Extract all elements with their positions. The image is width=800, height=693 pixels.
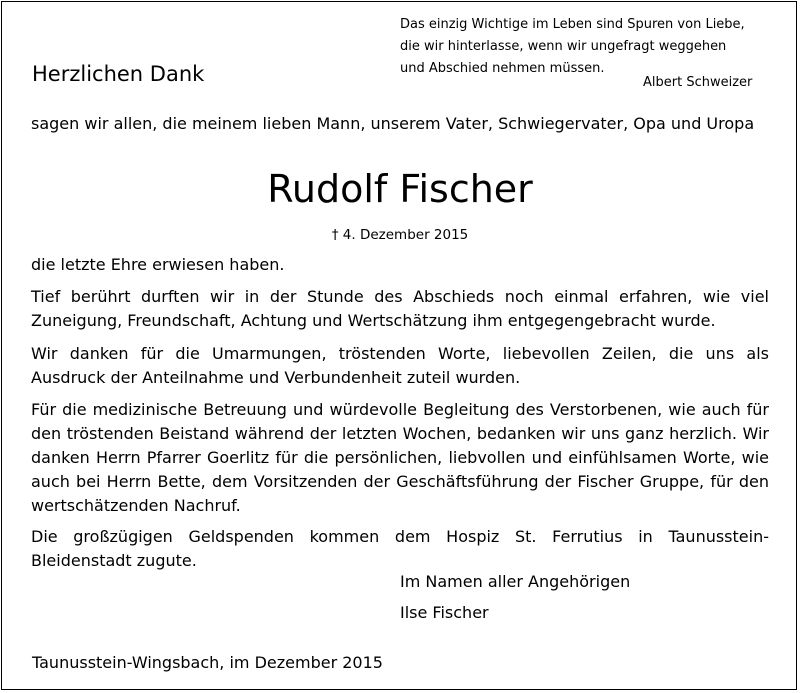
body-paragraph: Wir danken für die Umarmungen, tröstenden Worte, liebevollen Zeilen, die uns als Ausdruck der Anteilnahme und Verbundenheit zuteil wurden. <box>31 344 769 387</box>
place-date: Taunusstein-Wingsbach, im Dezember 2015 <box>32 653 383 672</box>
body-paragraph: die letzte Ehre erwiesen haben. <box>31 255 285 274</box>
thanks-heading: Herzlichen Dank <box>32 62 205 86</box>
quote-author: Albert Schweizer <box>643 75 753 90</box>
quote-line: die wir hinterlasse, wenn wir ungefragt weggehen <box>400 39 727 54</box>
quote-line: Das einzig Wichtige im Leben sind Spuren von Liebe, <box>400 17 745 32</box>
intro-paragraph: sagen wir allen, die meinem lieben Mann, unserem Vater, Schwiegervater, Opa und Uropa <box>31 114 755 133</box>
body-paragraph: Tief berührt durften wir in der Stunde des Abschieds noch einmal erfahren, wie viel Zuneigung, Freundschaft, Achtung und Wertschätzung ihm entgegengebracht wurde. <box>31 287 769 330</box>
epigraph-quote <box>400 14 790 80</box>
signature-line: Im Namen aller Angehörigen <box>400 572 631 591</box>
signature-name: Ilse Fischer <box>400 603 489 622</box>
body-paragraph: Für die medizinische Betreuung und würdevolle Begleitung des Verstorbenen, wie auch für den tröstenden Beistand während der letzten Wochen, bedanken wir uns ganz herzlich. Wir danken Herrn Pfarrer Goerlitz für die persönlichen, liebvollen und einfühlsamen Worte, wie auch bei Herrn Bette, dem Vorsitzenden der Geschäftsführung der Fischer Gruppe, für den wertschätzenden Nachruf. <box>31 400 769 515</box>
quote-line: und Abschied nehmen müssen. <box>400 61 605 76</box>
deceased-name: Rudolf Fischer <box>267 167 533 211</box>
body-paragraph: Die großzügigen Geldspenden kommen dem Hospiz St. Ferrutius in Taunusstein-Bleidenstadt zugute. <box>31 527 769 570</box>
death-date: † 4. Dezember 2015 <box>331 227 469 243</box>
